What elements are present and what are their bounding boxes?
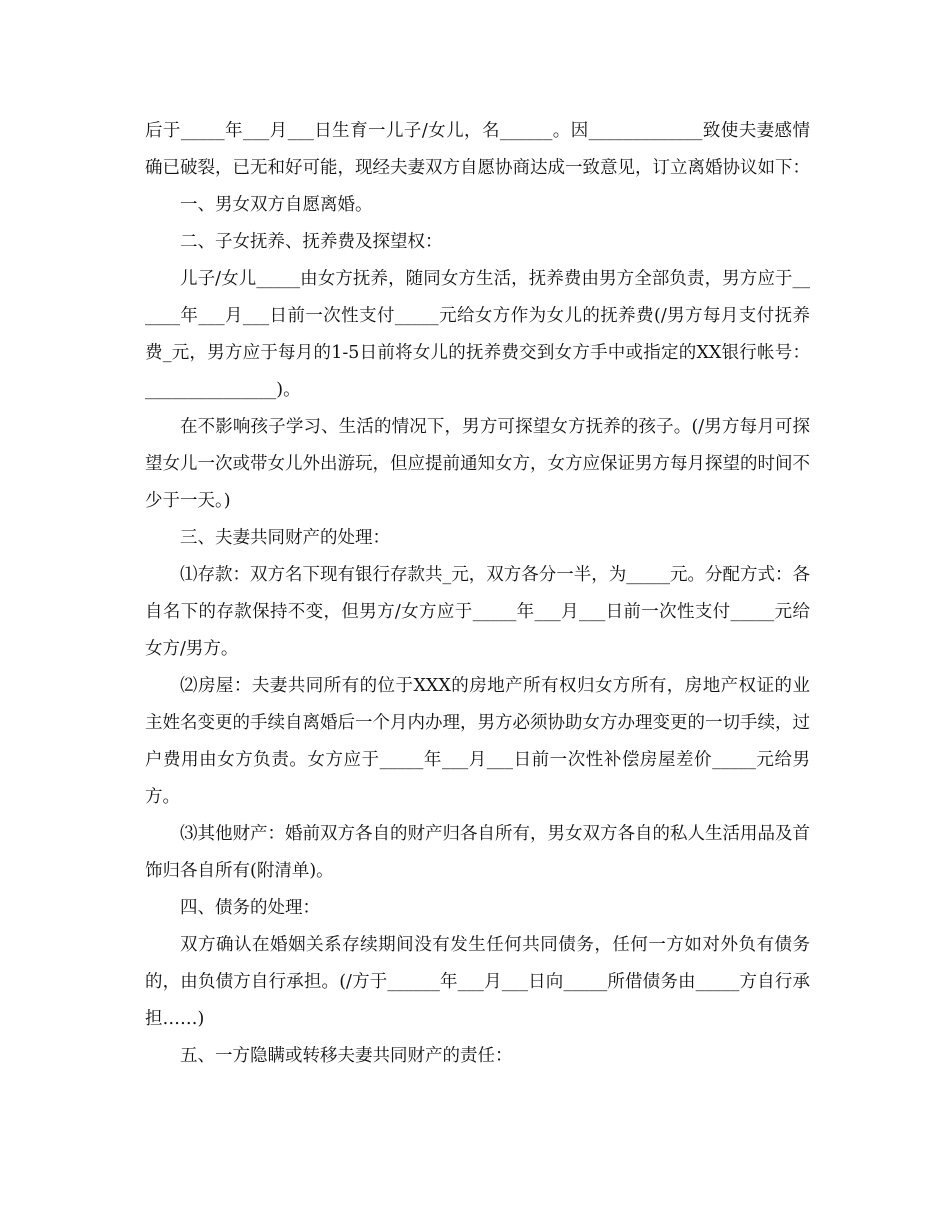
paragraph-clause-4-heading: 四、债务的处理： [180,898,320,918]
paragraph-visitation: 在不影响孩子学习、生活的情况下，男方可探望女方抚养的孩子。(/男方每月可探望女儿一次或带女儿外出游玩，但应提前通知女方，女方应保证男方每月探望的时间不少于一天。) [145,417,810,511]
paragraph-intro: 后于_____年___月___日生育一儿子/女儿，名______。因_____________致使夫妻感情确已破裂，已无和好可能，现经夫妻双方自愿协商达成一致意见，订立离婚协议如下： [145,121,810,178]
paragraph-debts: 双方确认在婚姻关系存续期间没有发生任何共同债务，任何一方如对外负有债务的，由负债方自行承担。(/方于______年___月___日向_____所借债务由_____方自行承担……) [145,935,810,1029]
paragraph-child-support: 儿子/女儿_____由女方抚养，随同女方生活，抚养费由男方全部负责，男方应于______年___月___日前一次性支付_____元给女方作为女儿的抚养费(/男方每月支付抚养费_元，男方应于每月的1-5日前将女儿的抚养费交到女方手中或指定的XX银行帐号：_______________)。 [145,269,810,400]
paragraph-clause-3-heading: 三、夫妻共同财产的处理： [180,528,390,548]
document-page [145,113,810,1075]
paragraph-clause-2-heading: 二、子女抚养、抚养费及探望权： [180,232,443,252]
paragraph-deposits: ⑴存款：双方名下现有银行存款共_元，双方各分一半，为_____元。分配方式：各自名下的存款保持不变，但男方/女方应于_____年___月___日前一次性支付_____元给女方/男方。 [145,565,810,659]
paragraph-housing: ⑵房屋：夫妻共同所有的位于XXX的房地产所有权归女方所有，房地产权证的业主姓名变更的手续自离婚后一个月内办理，男方必须协助女方办理变更的一切手续，过户费用由女方负责。女方应于_____年___月___日前一次性补偿房屋差价_____元给男方。 [145,676,810,807]
paragraph-clause-5-heading: 五、一方隐瞒或转移夫妻共同财产的责任： [180,1046,513,1066]
paragraph-clause-1: 一、男女双方自愿离婚。 [180,195,373,215]
paragraph-other-property: ⑶其他财产：婚前双方各自的财产归各自所有，男女双方各自的私人生活用品及首饰归各自所有(附清单)。 [145,824,810,881]
